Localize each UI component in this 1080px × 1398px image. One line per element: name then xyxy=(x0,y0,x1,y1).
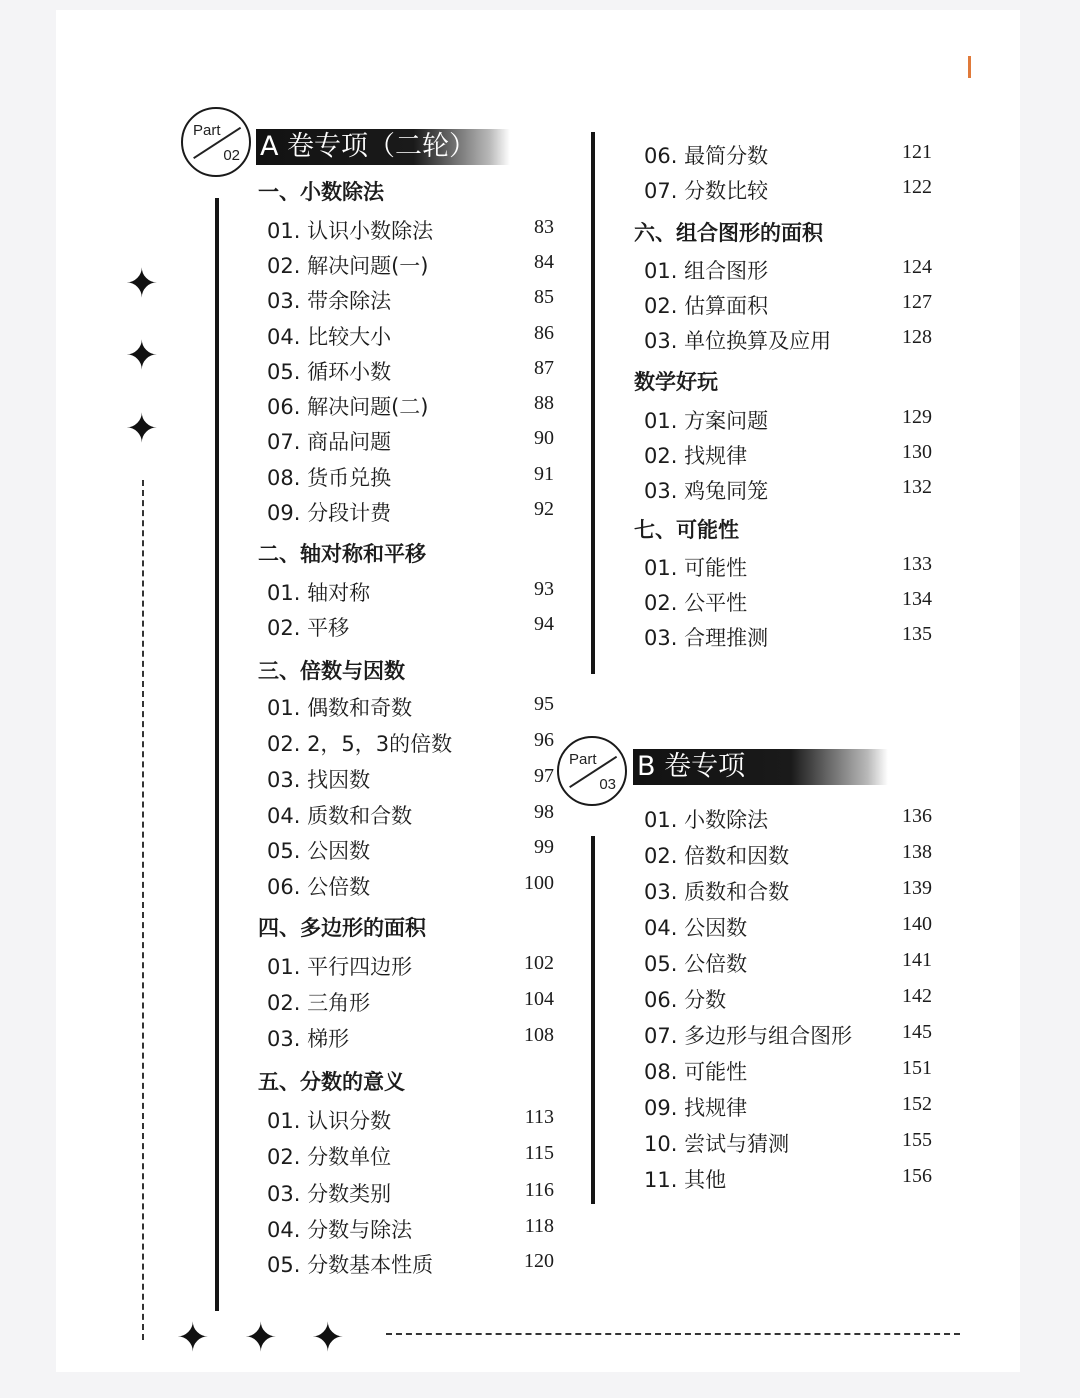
section-heading: 三、倍数与因数 xyxy=(258,659,405,683)
toc-entry-label: 02. 公平性 xyxy=(644,591,748,615)
toc-page-number: 92 xyxy=(534,498,554,520)
star-icon: ✦ xyxy=(244,1315,278,1361)
toc-page-number: 134 xyxy=(902,588,932,610)
toc-page-number: 104 xyxy=(524,988,554,1010)
toc-entry-label: 08. 货币兑换 xyxy=(267,466,392,490)
part-02-badge xyxy=(181,107,251,177)
toc-entry-label: 03. 合理推测 xyxy=(644,626,769,650)
bottom-dashed-border xyxy=(386,1333,960,1335)
section-heading: 数学好玩 xyxy=(634,370,718,394)
toc-page-number: 155 xyxy=(902,1129,932,1151)
toc-entry-label: 07. 分数比较 xyxy=(644,179,769,203)
star-icon: ✦ xyxy=(125,333,159,379)
toc-page-number: 156 xyxy=(902,1165,932,1187)
toc-page-number: 136 xyxy=(902,805,932,827)
toc-entry-label: 01. 轴对称 xyxy=(267,581,371,605)
middle-rule-top xyxy=(591,132,595,674)
toc-page-number: 83 xyxy=(534,216,554,238)
toc-entry-label: 10. 尝试与猜测 xyxy=(644,1132,790,1156)
toc-page-number: 91 xyxy=(534,463,554,485)
part-number: 03 xyxy=(599,776,616,793)
toc-entry-label: 02. 2，5，3的倍数 xyxy=(267,732,453,756)
toc-entry-label: 09. 找规律 xyxy=(644,1096,748,1120)
toc-entry-label: 06. 最简分数 xyxy=(644,144,769,168)
toc-page-number: 120 xyxy=(524,1250,554,1272)
toc-entry-label: 06. 公倍数 xyxy=(267,875,371,899)
toc-page-number: 96 xyxy=(534,729,554,751)
toc-page-number: 113 xyxy=(524,1106,554,1128)
toc-page-number: 151 xyxy=(902,1057,932,1079)
toc-page-number: 94 xyxy=(534,613,554,635)
toc-entry-label: 06. 分数 xyxy=(644,988,727,1012)
part-label: Part xyxy=(193,122,221,139)
toc-entry-label: 05. 分数基本性质 xyxy=(267,1253,434,1277)
toc-entry-label: 11. 其他 xyxy=(644,1168,727,1192)
toc-page-number: 98 xyxy=(534,801,554,823)
toc-page-number: 93 xyxy=(534,578,554,600)
star-icon: ✦ xyxy=(125,261,159,307)
section-heading: 二、轴对称和平移 xyxy=(258,542,426,566)
toc-page-number: 90 xyxy=(534,427,554,449)
toc-entry-label: 02. 估算面积 xyxy=(644,294,769,318)
toc-entry-label: 01. 方案问题 xyxy=(644,409,769,433)
section-heading: 五、分数的意义 xyxy=(258,1070,405,1094)
toc-page-number: 100 xyxy=(524,872,554,894)
toc-entry-label: 04. 分数与除法 xyxy=(267,1218,413,1242)
part-02-title: A 卷专项（二轮） xyxy=(256,129,510,165)
toc-entry-label: 03. 分数类别 xyxy=(267,1182,392,1206)
toc-entry-label: 07. 多边形与组合图形 xyxy=(644,1024,853,1048)
toc-page-number: 84 xyxy=(534,251,554,273)
toc-entry-label: 03. 鸡兔同笼 xyxy=(644,479,769,503)
toc-page-number: 95 xyxy=(534,693,554,715)
toc-page-number: 132 xyxy=(902,476,932,498)
toc-entry-label: 05. 公因数 xyxy=(267,839,371,863)
toc-page-number: 124 xyxy=(902,256,932,278)
toc-entry-label: 03. 梯形 xyxy=(267,1027,350,1051)
star-icon: ✦ xyxy=(125,406,159,452)
toc-entry-label: 02. 平移 xyxy=(267,616,350,640)
toc-entry-label: 09. 分段计费 xyxy=(267,501,392,525)
toc-entry-label: 03. 单位换算及应用 xyxy=(644,329,832,353)
toc-page-number: 139 xyxy=(902,877,932,899)
toc-entry-label: 01. 认识小数除法 xyxy=(267,219,434,243)
toc-entry-label: 03. 质数和合数 xyxy=(644,880,790,904)
toc-entry-label: 02. 分数单位 xyxy=(267,1145,392,1169)
toc-page-number: 127 xyxy=(902,291,932,313)
toc-page-number: 142 xyxy=(902,985,932,1007)
toc-page-number: 133 xyxy=(902,553,932,575)
toc-page-number: 138 xyxy=(902,841,932,863)
toc-entry-label: 06. 解决问题(二) xyxy=(267,395,429,419)
toc-entry-label: 05. 循环小数 xyxy=(267,360,392,384)
toc-entry-label: 01. 平行四边形 xyxy=(267,955,413,979)
section-heading: 一、小数除法 xyxy=(258,180,384,204)
toc-entry-label: 01. 认识分数 xyxy=(267,1109,392,1133)
toc-entry-label: 02. 找规律 xyxy=(644,444,748,468)
toc-page-number: 128 xyxy=(902,326,932,348)
toc-entry-label: 01. 可能性 xyxy=(644,556,748,580)
section-heading: 七、可能性 xyxy=(634,518,739,542)
toc-page-number: 85 xyxy=(534,286,554,308)
toc-entry-label: 02. 三角形 xyxy=(267,991,371,1015)
toc-entry-label: 05. 公倍数 xyxy=(644,952,748,976)
section-heading: 六、组合图形的面积 xyxy=(634,221,823,245)
toc-entry-label: 01. 小数除法 xyxy=(644,808,769,832)
toc-entry-label: 08. 可能性 xyxy=(644,1060,748,1084)
toc-entry-label: 01. 偶数和奇数 xyxy=(267,696,413,720)
toc-page-number: 129 xyxy=(902,406,932,428)
star-icon: ✦ xyxy=(311,1315,345,1361)
toc-entry-label: 07. 商品问题 xyxy=(267,430,392,454)
toc-page-number: 140 xyxy=(902,913,932,935)
toc-entry-label: 04. 公因数 xyxy=(644,916,748,940)
toc-entry-label: 02. 倍数和因数 xyxy=(644,844,790,868)
toc-page-number: 86 xyxy=(534,322,554,344)
part-label: Part xyxy=(569,751,597,768)
part-number: 02 xyxy=(223,147,240,164)
toc-page-number: 97 xyxy=(534,765,554,787)
toc-page-number: 152 xyxy=(902,1093,932,1115)
toc-page-number: 141 xyxy=(902,949,932,971)
toc-page-number: 118 xyxy=(524,1215,554,1237)
toc-entry-label: 03. 带余除法 xyxy=(267,289,392,313)
toc-page-number: 145 xyxy=(902,1021,932,1043)
section-heading: 四、多边形的面积 xyxy=(258,916,426,940)
toc-page-number: 135 xyxy=(902,623,932,645)
toc-page-number: 87 xyxy=(534,357,554,379)
toc-entry-label: 02. 解决问题(一) xyxy=(267,254,429,278)
toc-page-number: 108 xyxy=(524,1024,554,1046)
star-icon: ✦ xyxy=(176,1315,210,1361)
toc-page-number: 122 xyxy=(902,176,932,198)
part-03-badge xyxy=(557,736,627,806)
toc-entry-label: 03. 找因数 xyxy=(267,768,371,792)
toc-entry-label: 04. 比较大小 xyxy=(267,325,392,349)
toc-page-number: 121 xyxy=(902,141,932,163)
toc-page-number: 88 xyxy=(534,392,554,414)
toc-entry-label: 04. 质数和合数 xyxy=(267,804,413,828)
toc-page-number: 99 xyxy=(534,836,554,858)
left-column-rule xyxy=(215,198,219,1311)
toc-entry-label: 01. 组合图形 xyxy=(644,259,769,283)
toc-page-number: 102 xyxy=(524,952,554,974)
toc-page-number: 115 xyxy=(524,1142,554,1164)
page-edge-mark xyxy=(968,56,971,78)
left-dashed-border xyxy=(142,480,144,1340)
toc-page-number: 130 xyxy=(902,441,932,463)
toc-page-number: 116 xyxy=(524,1179,554,1201)
part-03-title: B 卷专项 xyxy=(633,749,888,785)
middle-rule-bottom xyxy=(591,836,595,1204)
